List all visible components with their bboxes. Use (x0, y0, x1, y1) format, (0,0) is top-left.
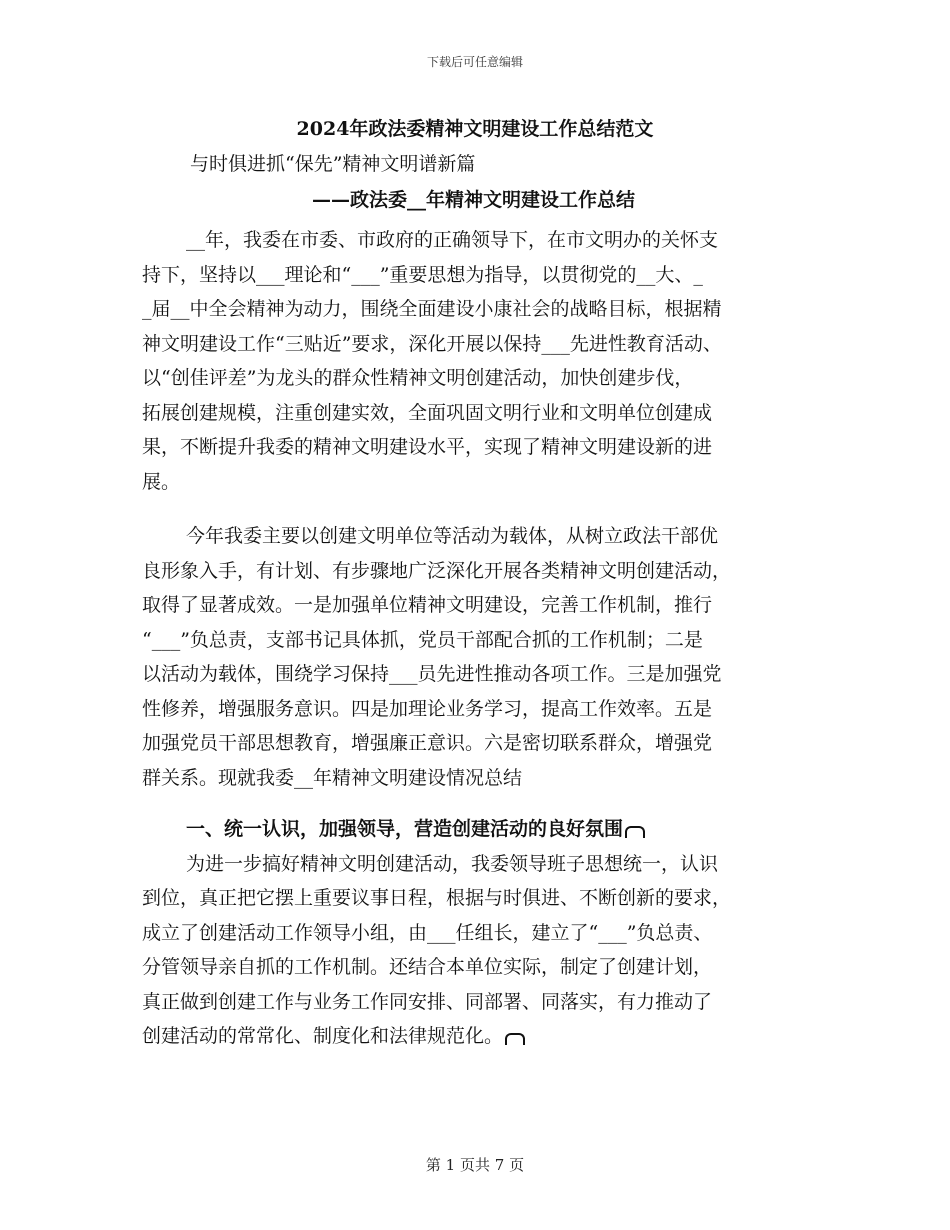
text-line: 成立了创建活动工作领导小组，由___任组长，建立了“___”负总责、 (142, 921, 713, 944)
text-line: __年，我委在市委、市政府的正确领导下，在市文明办的关怀支 (186, 229, 719, 251)
section-1 (142, 812, 812, 1054)
header-note: 下载后可任意编辑 (426, 55, 523, 69)
text-line: 性修养，增强服务意识。四是加理论业务学习，提高工作效率。五是 (142, 697, 713, 720)
paragraph-intro (142, 223, 812, 499)
text-line: 持下，坚持以___理论和“___”重要思想为指导，以贯彻党的__大、_ (142, 263, 703, 286)
document-title: 2024年政法委精神文明建设工作总结范文 (296, 118, 654, 140)
text-line: 真正做到创建工作与业务工作同安排、同部署、同落实，有力推动了 (142, 990, 713, 1013)
text-line: 为进一步搞好精神文明创建活动，我委领导班子思想统一，认识 (186, 852, 719, 875)
text-line: 到位，真正把它摆上重要议事日程，根据与时俱进、不断创新的要求， (142, 887, 732, 909)
text-line: 分管领导亲自抓的工作机制。还结合本单位实际，制定了创建计划， (142, 956, 713, 978)
section-heading-text: 一、统一认识，加强领导，营造创建活动的良好氛围 (186, 818, 624, 840)
text-line: 果，不断提升我委的精神文明建设水平，实现了精神文明建设新的进 (142, 436, 713, 458)
text-line: “___”负总责，支部书记具体抓，党员干部配合抓的工作机制；二是 (142, 628, 703, 651)
text-line: 良形象入手，有计划、有步骤地广泛深化开展各类精神文明创建活动， (142, 559, 732, 582)
text-line: 群关系。现就我委__年精神文明建设情况总结 (142, 766, 523, 789)
text-line: 今年我委主要以创建文明单位等活动为载体，从树立政法干部优 (186, 525, 719, 547)
text-line: 加强党员干部思想教育，增强廉正意识。六是密切联系群众，增强党 (142, 732, 713, 754)
text-line: 神文明建设工作“三贴近”要求，深化开展以保持___先进性教育活动、 (142, 332, 722, 355)
text-line: 以“创佳评差”为龙头的群众性精神文明创建活动，加快创建步伐， (142, 367, 694, 389)
text-line: _届__中全会精神为动力，围绕全面建设小康社会的战略目标，根据精 (142, 298, 722, 320)
text-line: 以活动为载体，围绕学习保持___员先进性推动各项工作。三是加强党 (142, 663, 722, 685)
text-line: 展。 (142, 470, 181, 493)
document-subtitle: 与时俱进抓“保先”精神文明谱新篇 (190, 153, 476, 175)
return-mark-icon (505, 1033, 525, 1045)
paragraph-summary (142, 519, 812, 795)
return-mark-icon (625, 826, 645, 838)
section-heading (142, 812, 812, 847)
text-line-last (142, 1019, 812, 1054)
text-line: 拓展创建规模，注重创建实效，全面巩固文明行业和文明单位创建成 (142, 401, 713, 424)
text-line: 创建活动的常常化、制度化和法律规范化。 (142, 1025, 504, 1047)
document-subheading: ——政法委__年精神文明建设工作总结 (312, 189, 636, 211)
page-number: 第 1 页共 7 页 (425, 1156, 525, 1174)
text-line: 取得了显著成效。一是加强单位精神文明建设，完善工作机制，推行 (142, 594, 713, 616)
